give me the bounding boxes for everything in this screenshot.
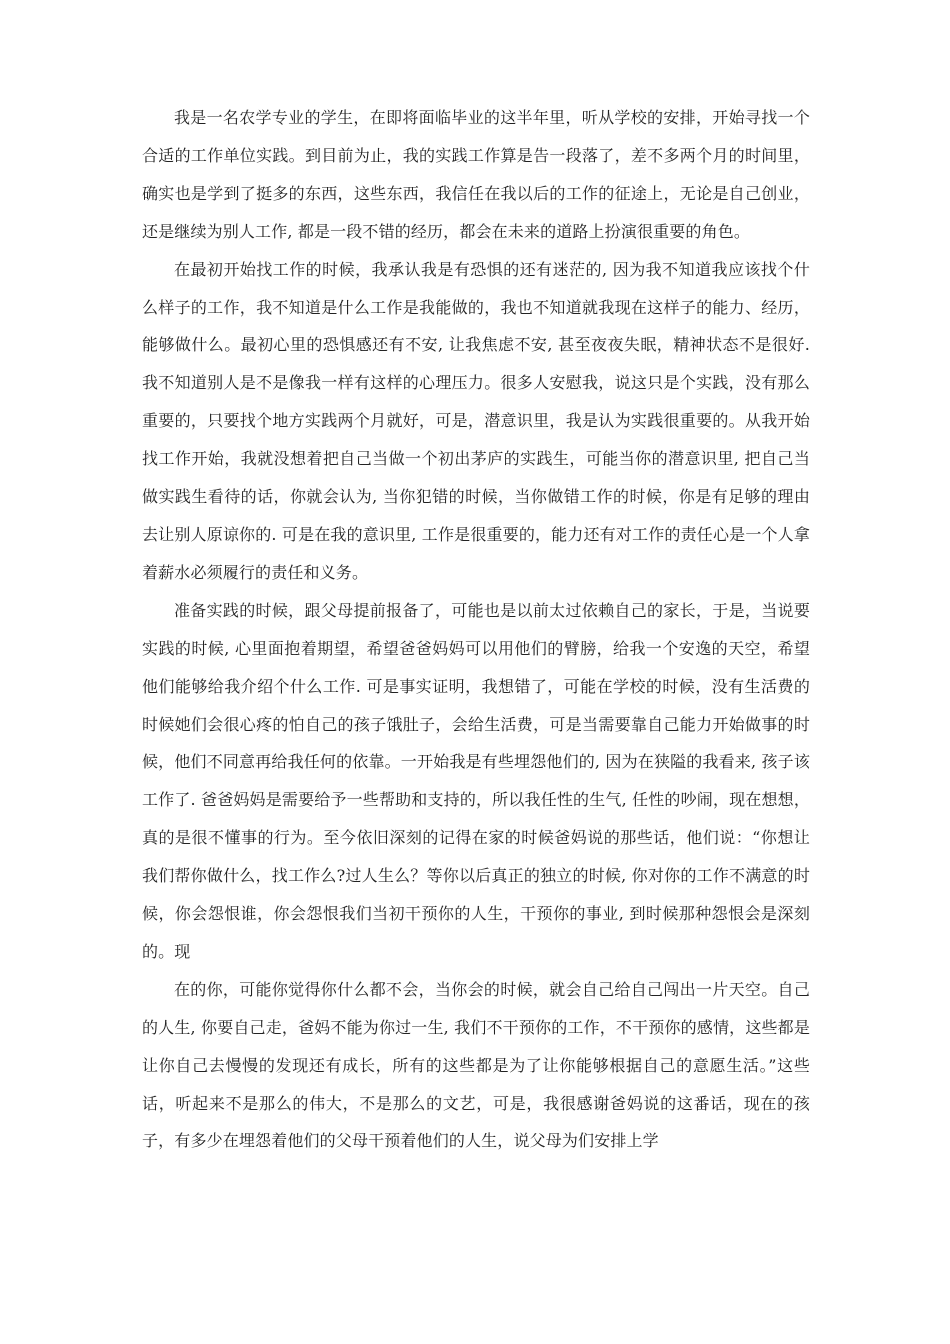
document-body	[142, 99, 810, 1160]
paragraph-2: 在最初开始找工作的时候，我承认我是有恐惧的还有迷茫的, 因为我不知道我应该找个什么样子的工作，我不知道是什么工作是我能做的，我也不知道就我现在这样子的能力、经历，能够做什么。最初心里的恐惧感还有不安, 让我焦虑不安, 甚至夜夜失眠，精神状态不是很好. 我不知道别人是不是像我一样有这样的心理压力。很多人安慰我，说这只是个实践，没有那么重要的，只要找个地方实践两个月就好，可是，潜意识里，我是认为实践很重要的。从我开始找工作开始，我就没想着把自己当做一个初出茅庐的实践生，可能当你的潜意识里, 把自己当做实践生看待的话，你就会认为, 当你犯错的时候，当你做错工作的时候，你是有足够的理由去让别人原谅你的. 可是在我的意识里, 工作是很重要的，能力还有对工作的责任心是一个人拿着薪水必须履行的责任和义务。	[142, 259, 810, 582]
paragraph-3: 准备实践的时候，跟父母提前报备了，可能也是以前太过依赖自己的家长，于是，当说要实践的时候, 心里面抱着期望，希望爸爸妈妈可以用他们的臂膀，给我一个安逸的天空，希望他们能够给我介绍个什么工作. 可是事实证明，我想错了，可能在学校的时候，没有生活费的时候她们会很心疼的怕自己的孩子饿肚子，会给生活费，可是当需要靠自己能力开始做事的时候，他们不同意再给我任何的依靠。一开始我是有些埋怨他们的, 因为在狭隘的我看来, 孩子该工作了. 爸爸妈妈是需要给予一些帮助和支持的，所以我任性的生气, 任性的吵闹，现在想想，真的是很不懂事的行为。至今依旧深刻的记得在家的时候爸妈说的那些话，他们说：“你想让我们帮你做什么，找工作么?过人生么？等你以后真正的独立的时候, 你对你的工作不满意的时候，你会怨恨谁，你会怨恨我们当初干预你的人生，干预你的事业, 到时候那种怨恨会是深刻的。现	[142, 600, 810, 961]
paragraph-4: 在的你，可能你觉得你什么都不会，当你会的时候，就会自己给自己闯出一片天空。自己的人生, 你要自己走，爸妈不能为你过一生, 我们不干预你的工作，不干预你的感情，这些都是让你自己去慢慢的发现还有成长，所有的这些都是为了让你能够根据自己的意愿生活。”这些话，听起来不是那么的伟大，不是那么的文艺，可是，我很感谢爸妈说的这番话，现在的孩子，有多少在埋怨着他们的父母干预着他们的人生，说父母为们安排上学	[142, 979, 810, 1151]
paragraph-1: 我是一名农学专业的学生，在即将面临毕业的这半年里，听从学校的安排，开始寻找一个合适的工作单位实践。到目前为止，我的实践工作算是告一段落了，差不多两个月的时间里，确实也是学到了挺多的东西，这些东西，我信任在我以后的工作的征途上，无论是自己创业，还是继续为别人工作, 都是一段不错的经历，都会在未来的道路上扮演很重要的角色。	[142, 108, 810, 241]
